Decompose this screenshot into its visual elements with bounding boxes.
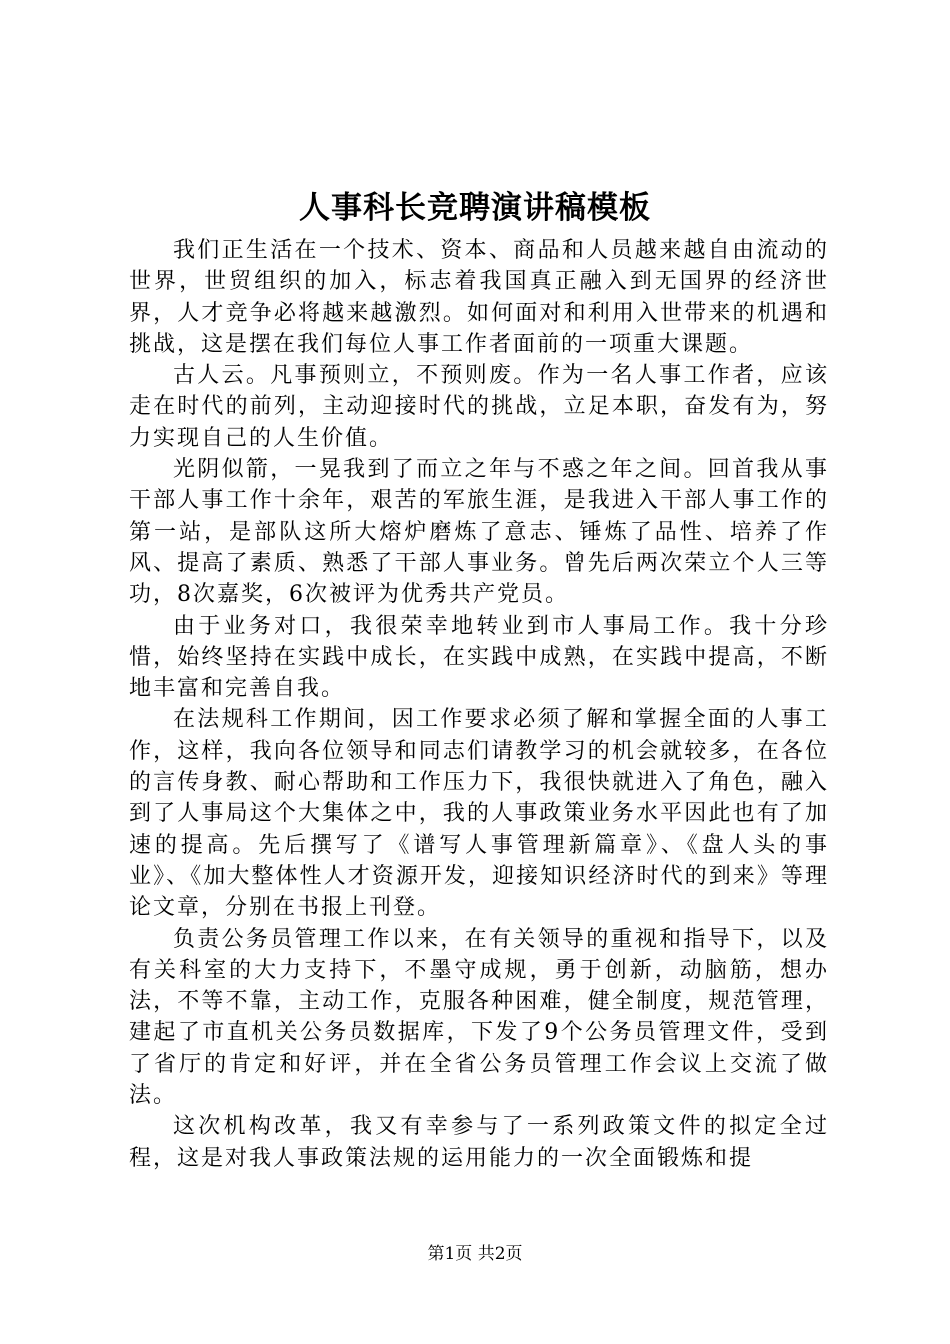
paragraph: 我们正生活在一个技术、资本、商品和人员越来越自由流动的世界，世贸组织的加入，标志着我国真正融入到无国界的经济世界，人才竞争必将越来越激烈。如何面对和利用入世带来的机遇和挑战，这是摆在我们每位人事工作者面前的一项重大课题。 bbox=[129, 238, 829, 357]
paragraph: 由于业务对口，我很荣幸地转业到市人事局工作。我十分珍惜，始终坚持在实践中成长，在实践中成熟，在实践中提高，不断地丰富和完善自我。 bbox=[129, 613, 829, 702]
paragraph: 光阴似箭，一晃我到了而立之年与不惑之年之间。回首我从事干部人事工作十余年，艰苦的军旅生涯，是我进入干部人事工作的第一站，是部队这所大熔炉磨炼了意志、锤炼了品性、培养了作风、提高了素质、熟悉了干部人事业务。曾先后两次荣立个人三等功，8次嘉奖，6次被评为优秀共产党员。 bbox=[129, 457, 829, 608]
paragraph: 在法规科工作期间，因工作要求必须了解和掌握全面的人事工作，这样，我向各位领导和同志们请教学习的机会就较多，在各位的言传身教、耐心帮助和工作压力下，我很快就进入了角色，融入到了人事局这个大集体之中，我的人事政策业务水平因此也有了加速的提高。先后撰写了《谱写人事管理新篇章》、《盘人头的事业》、《加大整体性人才资源开发，迎接知识经济时代的到来》等理论文章，分别在书报上刊登。 bbox=[129, 707, 829, 921]
paragraph: 古人云。凡事预则立，不预则废。作为一名人事工作者，应该走在时代的前列，主动迎接时代的挑战，立足本职，奋发有为，努力实现自己的人生价值。 bbox=[129, 363, 829, 451]
page-footer: 第1页 共2页 bbox=[427, 1244, 523, 1264]
document-body bbox=[129, 235, 829, 1174]
paragraph: 负责公务员管理工作以来，在有关领导的重视和指导下，以及有关科室的大力支持下，不墨守成规，勇于创新，动脑筋，想办法，不等不靠，主动工作，克服各种困难，健全制度，规范管理，建起了市直机关公务员数据库，下发了9个公务员管理文件，受到了省厅的肯定和好评，并在全省公务员管理工作会议上交流了做法。 bbox=[129, 926, 829, 1109]
document-title: 人事科长竞聘演讲稿模板 bbox=[299, 190, 651, 226]
paragraph: 这次机构改革，我又有幸参与了一系列政策文件的拟定全过程，这是对我人事政策法规的运用能力的一次全面锻炼和提 bbox=[129, 1114, 829, 1171]
